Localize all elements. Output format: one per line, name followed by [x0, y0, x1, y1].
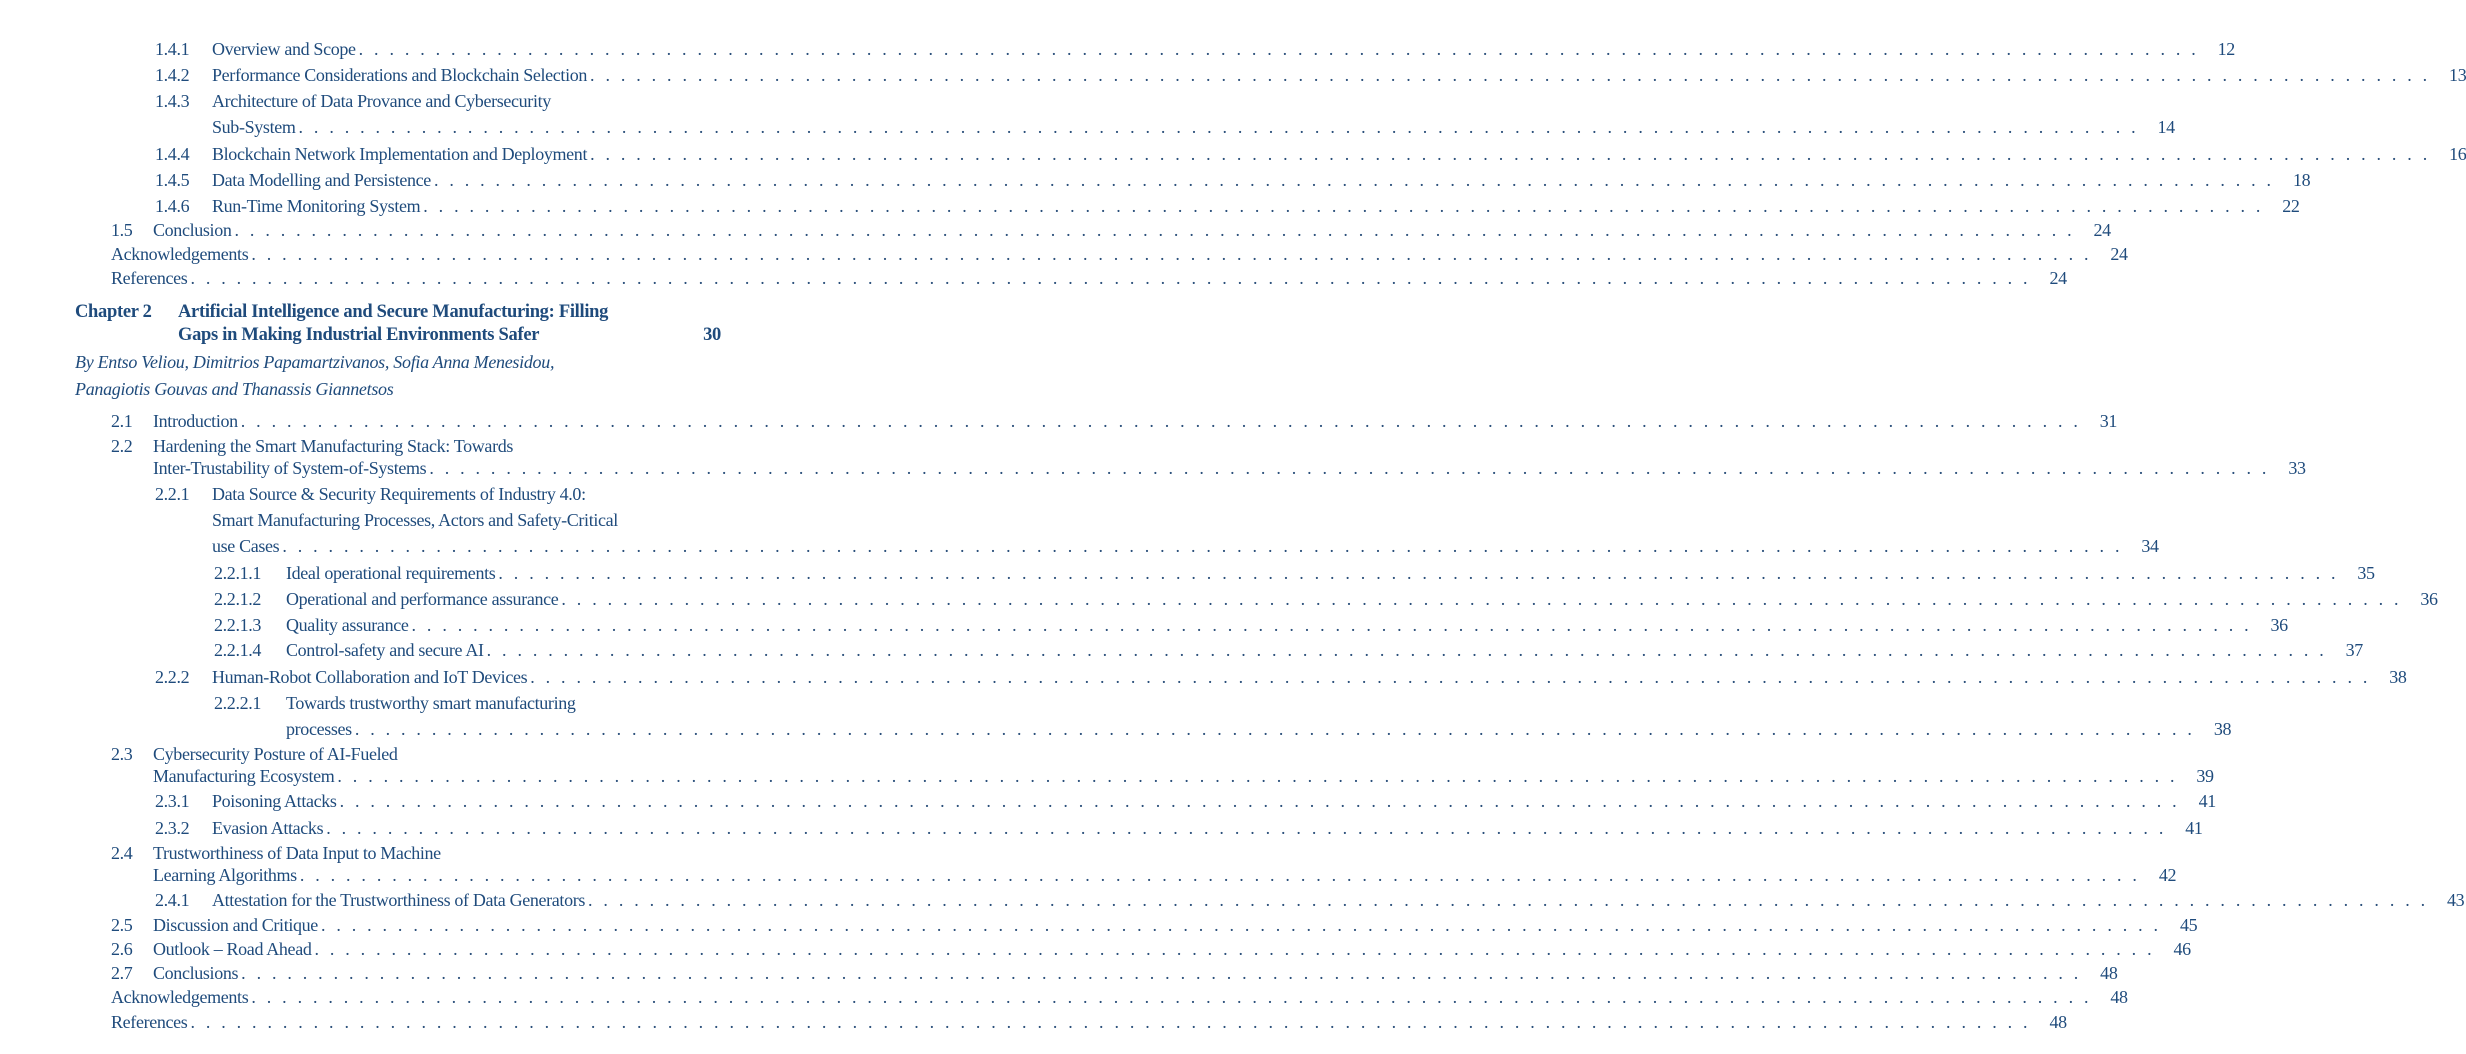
toc-entry[interactable] — [155, 63, 2466, 87]
toc-entry-number: 2.2.2 — [155, 667, 190, 687]
toc-entry-page[interactable]: 48 — [2049, 1012, 2067, 1032]
toc-entry[interactable] — [214, 561, 2375, 585]
toc-entry-title[interactable]: Ideal operational requirements — [286, 563, 496, 583]
toc-entry-title[interactable]: Data Modelling and Persistence — [212, 170, 431, 190]
dot-leader: . . . . . . . . . . . . . . . . . . . . . . . . . . . . . . . . . . . . . . . . . . . . . . . . . . . . . . . . . . . . . . . . . . . . . . . . . . . . . . . . . . . . . . . . . . . . . . . . . . . . . . . . . . . . . . . . . . . . . . . . — [354, 719, 2196, 739]
toc-entry-page[interactable]: 24 — [2110, 244, 2128, 264]
dot-leader: . . . . . . . . . . . . . . . . . . . . . . . . . . . . . . . . . . . . . . . . . . . . . . . . . . . . . . . . . . . . . . . . . . . . . . . . . . . . . . . . . . . . . . . . . . . . . . . . . . . . . . . . . . . . . . . . . . . . . . . . — [241, 963, 2082, 983]
toc-entry-number: 1.4.2 — [155, 65, 190, 85]
toc-entry[interactable] — [155, 168, 2311, 192]
toc-entry-number: 1.5 — [111, 220, 133, 240]
dot-leader: . . . . . . . . . . . . . . . . . . . . . . . . . . . . . . . . . . . . . . . . . . . . . . . . . . . . . . . . . . . . . . . . . . . . . . . . . . . . . . . . . . . . . . . . . . . . . . . . . . . . . . . . . . . . . . . . . . . . . . . . — [588, 890, 2429, 910]
toc-entry[interactable] — [111, 841, 721, 865]
toc-entry[interactable] — [155, 816, 2203, 840]
toc-entry-number: 2.6 — [111, 939, 133, 959]
toc-entry-page[interactable]: 18 — [2292, 170, 2311, 190]
toc-entry-number: 2.2.1.3 — [214, 615, 262, 635]
toc-entry-title[interactable]: Overview and Scope — [212, 39, 356, 59]
toc-entry-title[interactable]: use Cases — [212, 536, 280, 556]
toc-entry-page[interactable]: 24 — [2093, 220, 2111, 240]
toc-entry[interactable] — [286, 717, 2232, 741]
dot-leader: . . . . . . . . . . . . . . . . . . . . . . . . . . . . . . . . . . . . . . . . . . . . . . . . . . . . . . . . . . . . . . . . . . . . . . . . . . . . . . . . . . . . . . . . . . . . . . . . . . . . . . . . . . . . . . . . . . . . . . . . — [314, 939, 2155, 959]
dot-leader: . . . . . . . . . . . . . . . . . . . . . . . . . . . . . . . . . . . . . . . . . . . . . . . . . . . . . . . . . . . . . . . . . . . . . . . . . . . . . . . . . . . . . . . . . . . . . . . . . . . . . . . . . . . . . . . . . . . . . . . . — [240, 411, 2082, 431]
toc-entry[interactable] — [153, 456, 2306, 480]
toc-entry-page[interactable]: 39 — [2196, 766, 2214, 786]
toc-entry-page[interactable]: 41 — [2198, 791, 2216, 811]
toc-entry-number: 2.2 — [111, 436, 133, 456]
toc-entry-page[interactable]: 43 — [2447, 890, 2465, 910]
dot-leader: . . . . . . . . . . . . . . . . . . . . . . . . . . . . . . . . . . . . . . . . . . . . . . . . . . . . . . . . . . . . . . . . . . . . . . . . . . . . . . . . . . . . . . . . . . . . . . . . . . . . . . . . . . . . . . . . . . . . . . . . — [234, 220, 2075, 240]
toc-entry-title[interactable]: References — [111, 1012, 188, 1032]
dot-leader: . . . . . . . . . . . . . . . . . . . . . . . . . . . . . . . . . . . . . . . . . . . . . . . . . . . . . . . . . . . . . . . . . . . . . . . . . . . . . . . . . . . . . . . . . . . . . . . . . . . . . . . . . . . . . . . . . . . . . . . . — [590, 144, 2431, 164]
dot-leader: . . . . . . . . . . . . . . . . . . . . . . . . . . . . . . . . . . . . . . . . . . . . . . . . . . . . . . . . . . . . . . . . . . . . . . . . . . . . . . . . . . . . . . . . . . . . . . . . . . . . . . . . . . . . . . . . . . . . . . . . — [530, 667, 2371, 687]
toc-entry[interactable] — [111, 961, 2118, 985]
toc-entry-title[interactable]: Performance Considerations and Blockchain Selection — [212, 65, 588, 85]
toc-entry[interactable] — [155, 89, 721, 113]
toc-entry[interactable] — [111, 913, 2198, 937]
toc-entry-number: 2.3 — [111, 744, 133, 764]
toc-entry-title[interactable]: Towards trustworthy smart manufacturing — [286, 693, 576, 713]
toc-entry[interactable] — [214, 691, 721, 715]
toc-entry[interactable] — [214, 638, 2363, 662]
toc-entry-title[interactable]: Human-Robot Collaboration and IoT Devices — [212, 667, 528, 687]
toc-entry[interactable] — [155, 37, 2235, 61]
toc-entry-number: 1.4.3 — [155, 91, 190, 111]
toc-entry[interactable] — [111, 742, 721, 766]
toc-entry-page[interactable]: 12 — [2217, 39, 2235, 59]
toc-entry-page[interactable]: 38 — [2389, 667, 2407, 687]
dot-leader: . . . . . . . . . . . . . . . . . . . . . . . . . . . . . . . . . . . . . . . . . . . . . . . . . . . . . . . . . . . . . . . . . . . . . . . . . . . . . . . . . . . . . . . . . . . . . . . . . . . . . . . . . . . . . . . . . . . . . . . . — [298, 117, 2139, 137]
toc-entry-page[interactable]: 36 — [2420, 589, 2438, 609]
toc-entry[interactable] — [153, 764, 2214, 788]
chapter-authors-line-1: By Entso Veliou, Dimitrios Papamartzivanos, Sofia Anna Menesidou, — [75, 352, 555, 372]
toc-entry[interactable] — [155, 194, 2300, 218]
dot-leader: . . . . . . . . . . . . . . . . . . . . . . . . . . . . . . . . . . . . . . . . . . . . . . . . . . . . . . . . . . . . . . . . . . . . . . . . . . . . . . . . . . . . . . . . . . . . . . . . . . . . . . . . . . . . . . . . . . . . . . . . — [498, 563, 2339, 583]
toc-entry[interactable] — [155, 665, 2407, 689]
toc-entry-number: 2.2.1.4 — [214, 640, 262, 660]
chapter-label: Chapter 2 — [75, 302, 152, 322]
toc-entry-number: 1.4.6 — [155, 196, 190, 216]
dot-leader: . . . . . . . . . . . . . . . . . . . . . . . . . . . . . . . . . . . . . . . . . . . . . . . . . . . . . . . . . . . . . . . . . . . . . . . . . . . . . . . . . . . . . . . . . . . . . . . . . . . . . . . . . . . . . . . . . . . . . . . . — [358, 39, 2199, 59]
toc-entry[interactable] — [111, 242, 2128, 266]
toc-entry[interactable] — [111, 434, 721, 458]
toc-entry-title[interactable]: Sub-System — [212, 117, 296, 137]
toc-entry[interactable] — [212, 508, 721, 532]
toc-entry[interactable] — [111, 266, 2067, 290]
dot-leader: . . . . . . . . . . . . . . . . . . . . . . . . . . . . . . . . . . . . . . . . . . . . . . . . . . . . . . . . . . . . . . . . . . . . . . . . . . . . . . . . . . . . . . . . . . . . . . . . . . . . . . . . . . . . . . . . . . . . . . . . — [282, 536, 2123, 556]
toc-entry-page[interactable]: 48 — [2100, 963, 2118, 983]
chapter-title-line-1[interactable]: Artificial Intelligence and Secure Manufacturing: Filling — [178, 302, 609, 322]
toc-entry-title[interactable]: Quality assurance — [286, 615, 409, 635]
toc-entry-title[interactable]: Attestation for the Trustworthiness of Data Generators — [212, 890, 586, 910]
toc-entry-title[interactable]: Conclusions — [153, 963, 239, 983]
toc-entry[interactable] — [111, 1010, 2067, 1034]
toc-entry-title[interactable]: Blockchain Network Implementation and Deployment — [212, 144, 588, 164]
toc-entry[interactable] — [111, 937, 2191, 961]
toc-entry[interactable] — [111, 409, 2118, 433]
toc-entry-number: 1.4.1 — [155, 39, 190, 59]
toc-entry-title[interactable]: Acknowledgements — [111, 244, 249, 264]
dot-leader: . . . . . . . . . . . . . . . . . . . . . . . . . . . . . . . . . . . . . . . . . . . . . . . . . . . . . . . . . . . . . . . . . . . . . . . . . . . . . . . . . . . . . . . . . . . . . . . . . . . . . . . . . . . . . . . . . . . . . . . . — [251, 987, 2092, 1007]
toc-entry[interactable] — [153, 863, 2177, 887]
toc-entry[interactable] — [214, 587, 2438, 611]
toc-entry-page[interactable]: 36 — [2270, 615, 2288, 635]
toc-entry-title[interactable]: Smart Manufacturing Processes, Actors and Safety-Critical — [212, 510, 618, 530]
toc-entry-page[interactable]: 38 — [2213, 719, 2232, 739]
dot-leader: . . . . . . . . . . . . . . . . . . . . . . . . . . . . . . . . . . . . . . . . . . . . . . . . . . . . . . . . . . . . . . . . . . . . . . . . . . . . . . . . . . . . . . . . . . . . . . . . . . . . . . . . . . . . . . . . . . . . . . . . — [251, 244, 2092, 264]
toc-entry-number: 2.2.1 — [155, 484, 190, 504]
toc-entry-page[interactable]: 13 — [2449, 65, 2466, 85]
dot-leader: . . . . . . . . . . . . . . . . . . . . . . . . . . . . . . . . . . . . . . . . . . . . . . . . . . . . . . . . . . . . . . . . . . . . . . . . . . . . . . . . . . . . . . . . . . . . . . . . . . . . . . . . . . . . . . . . . . . . . . . . — [326, 818, 2167, 838]
dot-leader: . . . . . . . . . . . . . . . . . . . . . . . . . . . . . . . . . . . . . . . . . . . . . . . . . . . . . . . . . . . . . . . . . . . . . . . . . . . . . . . . . . . . . . . . . . . . . . . . . . . . . . . . . . . . . . . . . . . . . . . . — [299, 865, 2141, 885]
toc-entry-page[interactable]: 37 — [2345, 640, 2363, 660]
toc-entry-page[interactable]: 41 — [2185, 818, 2203, 838]
toc-entry-number: 2.4 — [111, 843, 133, 863]
toc-entry-title[interactable]: Introduction — [153, 411, 238, 431]
toc-entry-title[interactable]: Manufacturing Ecosystem — [153, 766, 335, 786]
chapter-authors-line-2: Panagiotis Gouvas and Thanassis Giannetsos — [75, 379, 394, 399]
toc-entry[interactable] — [111, 985, 2128, 1009]
toc-entry-number: 2.3.1 — [155, 791, 190, 811]
dot-leader: . . . . . . . . . . . . . . . . . . . . . . . . . . . . . . . . . . . . . . . . . . . . . . . . . . . . . . . . . . . . . . . . . . . . . . . . . . . . . . . . . . . . . . . . . . . . . . . . . . . . . . . . . . . . . . . . . . . . . . . . — [433, 170, 2275, 190]
toc-entry-page[interactable]: 14 — [2157, 117, 2175, 137]
toc-entry[interactable] — [214, 613, 2288, 637]
toc-entry[interactable] — [155, 789, 2216, 813]
dot-leader: . . . . . . . . . . . . . . . . . . . . . . . . . . . . . . . . . . . . . . . . . . . . . . . . . . . . . . . . . . . . . . . . . . . . . . . . . . . . . . . . . . . . . . . . . . . . . . . . . . . . . . . . . . . . . . . . . . . . . . . . — [320, 915, 2162, 935]
toc-entry-title[interactable]: Trustworthiness of Data Input to Machine — [153, 843, 441, 863]
dot-leader: . . . . . . . . . . . . . . . . . . . . . . . . . . . . . . . . . . . . . . . . . . . . . . . . . . . . . . . . . . . . . . . . . . . . . . . . . . . . . . . . . . . . . . . . . . . . . . . . . . . . . . . . . . . . . . . . . . . . . . . . — [423, 196, 2264, 216]
toc-entry-number: 2.2.1.1 — [214, 563, 262, 583]
toc-entry-title[interactable]: Outlook – Road Ahead — [153, 939, 312, 959]
toc-entry-number: 1.4.5 — [155, 170, 190, 190]
toc-entry-page[interactable]: 48 — [2110, 987, 2128, 1007]
dot-leader: . . . . . . . . . . . . . . . . . . . . . . . . . . . . . . . . . . . . . . . . . . . . . . . . . . . . . . . . . . . . . . . . . . . . . . . . . . . . . . . . . . . . . . . . . . . . . . . . . . . . . . . . . . . . . . . . . . . . . . . . — [429, 458, 2270, 478]
dot-leader: . . . . . . . . . . . . . . . . . . . . . . . . . . . . . . . . . . . . . . . . . . . . . . . . . . . . . . . . . . . . . . . . . . . . . . . . . . . . . . . . . . . . . . . . . . . . . . . . . . . . . . . . . . . . . . . . . . . . . . . . — [590, 65, 2431, 85]
toc-entry-number: 2.2.1.2 — [214, 589, 262, 609]
toc-entry-title[interactable]: Poisoning Attacks — [212, 791, 337, 811]
toc-entry[interactable] — [212, 115, 2175, 139]
toc-entry-title[interactable]: Architecture of Data Provance and Cybersecurity — [212, 91, 551, 111]
toc-entry-title[interactable]: Learning Algorithms — [153, 865, 297, 885]
toc-entry-page[interactable]: 34 — [2141, 536, 2159, 556]
toc-entry-page[interactable]: 16 — [2449, 144, 2466, 164]
toc-entry-title[interactable]: Run-Time Monitoring System — [212, 196, 421, 216]
toc-entry[interactable] — [155, 142, 2466, 166]
dot-leader: . . . . . . . . . . . . . . . . . . . . . . . . . . . . . . . . . . . . . . . . . . . . . . . . . . . . . . . . . . . . . . . . . . . . . . . . . . . . . . . . . . . . . . . . . . . . . . . . . . . . . . . . . . . . . . . . . . . . . . . . — [486, 640, 2327, 660]
toc-entry-page[interactable]: 45 — [2179, 915, 2198, 935]
toc-entry-page[interactable]: 24 — [2049, 268, 2067, 288]
toc-entry-title[interactable]: processes — [286, 719, 352, 739]
chapter-title-line-2[interactable]: Gaps in Making Industrial Environments Safer — [178, 325, 540, 345]
toc-entry-number: 2.3.2 — [155, 818, 190, 838]
toc-entry-page[interactable]: 42 — [2158, 865, 2177, 885]
toc-entry-number: 2.4.1 — [155, 890, 190, 910]
toc-entry-title[interactable]: Hardening the Smart Manufacturing Stack: Towards — [153, 436, 514, 456]
dot-leader: . . . . . . . . . . . . . . . . . . . . . . . . . . . . . . . . . . . . . . . . . . . . . . . . . . . . . . . . . . . . . . . . . . . . . . . . . . . . . . . . . . . . . . . . . . . . . . . . . . . . . . . . . . . . . . . . . . . . . . . . — [190, 1012, 2031, 1032]
dot-leader: . . . . . . . . . . . . . . . . . . . . . . . . . . . . . . . . . . . . . . . . . . . . . . . . . . . . . . . . . . . . . . . . . . . . . . . . . . . . . . . . . . . . . . . . . . . . . . . . . . . . . . . . . . . . . . . . . . . . . . . . — [190, 268, 2031, 288]
toc-entry-title[interactable]: Evasion Attacks — [212, 818, 324, 838]
dot-leader: . . . . . . . . . . . . . . . . . . . . . . . . . . . . . . . . . . . . . . . . . . . . . . . . . . . . . . . . . . . . . . . . . . . . . . . . . . . . . . . . . . . . . . . . . . . . . . . . . . . . . . . . . . . . . . . . . . . . . . . . — [561, 589, 2402, 609]
dot-leader: . . . . . . . . . . . . . . . . . . . . . . . . . . . . . . . . . . . . . . . . . . . . . . . . . . . . . . . . . . . . . . . . . . . . . . . . . . . . . . . . . . . . . . . . . . . . . . . . . . . . . . . . . . . . . . . . . . . . . . . . — [337, 766, 2178, 786]
toc-entry-number: 1.4.4 — [155, 144, 190, 164]
toc-entry[interactable] — [111, 218, 2111, 242]
dot-leader: . . . . . . . . . . . . . . . . . . . . . . . . . . . . . . . . . . . . . . . . . . . . . . . . . . . . . . . . . . . . . . . . . . . . . . . . . . . . . . . . . . . . . . . . . . . . . . . . . . . . . . . . . . . . . . . . . . . . . . . . — [411, 615, 2252, 635]
toc-entry-page[interactable]: 22 — [2282, 196, 2300, 216]
toc-entry-title[interactable]: Cybersecurity Posture of AI-Fueled — [153, 744, 398, 764]
toc-entry-title[interactable]: Acknowledgements — [111, 987, 249, 1007]
toc-entry-title[interactable]: Inter-Trustability of System-of-Systems — [153, 458, 427, 478]
toc-entry[interactable] — [212, 534, 2159, 558]
toc-entry-title[interactable]: References — [111, 268, 188, 288]
toc-entry-title[interactable]: Control-safety and secure AI — [286, 640, 484, 660]
toc-entry-number: 2.7 — [111, 963, 133, 983]
toc-entry-page[interactable]: 46 — [2173, 939, 2191, 959]
chapter-page[interactable]: 30 — [703, 325, 721, 345]
toc-entry-title[interactable]: Data Source & Security Requirements of Industry 4.0: — [212, 484, 586, 504]
toc-entry-page[interactable]: 31 — [2099, 411, 2118, 431]
toc-entry-number: 2.5 — [111, 915, 133, 935]
dot-leader: . . . . . . . . . . . . . . . . . . . . . . . . . . . . . . . . . . . . . . . . . . . . . . . . . . . . . . . . . . . . . . . . . . . . . . . . . . . . . . . . . . . . . . . . . . . . . . . . . . . . . . . . . . . . . . . . . . . . . . . . — [339, 791, 2180, 811]
toc-entry[interactable] — [155, 482, 721, 506]
toc-entry-number: 2.1 — [111, 411, 133, 431]
toc-entry-page[interactable]: 33 — [2288, 458, 2306, 478]
toc-entry-title[interactable]: Operational and performance assurance — [286, 589, 559, 609]
toc-entry[interactable] — [155, 888, 2465, 912]
toc-entry-number: 2.2.2.1 — [214, 693, 262, 713]
toc-entry-title[interactable]: Discussion and Critique — [153, 915, 318, 935]
toc-entry-title[interactable]: Conclusion — [153, 220, 232, 240]
toc-entry-page[interactable]: 35 — [2357, 563, 2375, 583]
